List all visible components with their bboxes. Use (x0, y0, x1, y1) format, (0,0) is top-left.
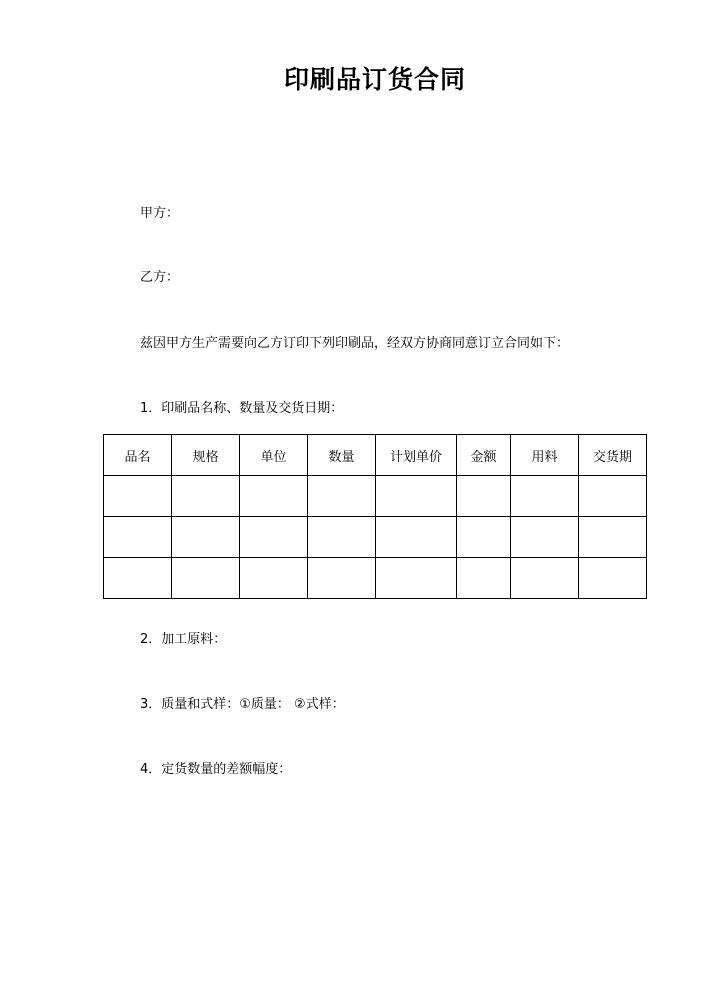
table-cell (511, 476, 579, 517)
table-row (104, 558, 647, 599)
column-header-planned-unit-price: 计划单价 (376, 435, 457, 476)
table-cell (457, 476, 511, 517)
table-cell (579, 517, 647, 558)
table-cell (308, 558, 376, 599)
table-cell (457, 517, 511, 558)
table-row (104, 517, 647, 558)
table-header-row (104, 435, 647, 476)
table-cell (376, 517, 457, 558)
document-title: 印刷品订货合同 (283, 65, 466, 94)
table-cell (104, 517, 172, 558)
order-table (103, 434, 647, 599)
column-header-product-name: 品名 (104, 435, 172, 476)
table-cell (240, 476, 308, 517)
table-cell (240, 558, 308, 599)
table-cell (376, 558, 457, 599)
table-cell (579, 558, 647, 599)
section-3-heading: 3．质量和式样：①质量： ②式样： (140, 697, 345, 712)
table-cell (172, 517, 240, 558)
section-2-heading: 2．加工原料： (140, 632, 227, 647)
table-cell (457, 558, 511, 599)
party-a-label: 甲方： (140, 206, 180, 221)
table-cell (511, 517, 579, 558)
section-1-heading: 1．印刷品名称、数量及交货日期： (140, 401, 344, 416)
party-b-label: 乙方： (140, 270, 180, 285)
table-cell (376, 476, 457, 517)
column-header-amount: 金额 (457, 435, 511, 476)
column-header-quantity: 数量 (308, 435, 376, 476)
column-header-material: 用料 (511, 435, 579, 476)
table-cell (104, 558, 172, 599)
table-cell (104, 476, 172, 517)
table-cell (308, 476, 376, 517)
table-row (104, 476, 647, 517)
column-header-specification: 规格 (172, 435, 240, 476)
column-header-delivery-date: 交货期 (579, 435, 647, 476)
table-cell (240, 517, 308, 558)
intro-paragraph: 兹因甲方生产需要向乙方订印下列印刷品，经双方协商同意订立合同如下： (140, 336, 570, 351)
table-cell (511, 558, 579, 599)
column-header-unit: 单位 (240, 435, 308, 476)
table-cell (172, 476, 240, 517)
table-cell (308, 517, 376, 558)
section-4-heading: 4．定货数量的差额幅度： (140, 762, 292, 777)
table-cell (579, 476, 647, 517)
table-cell (172, 558, 240, 599)
